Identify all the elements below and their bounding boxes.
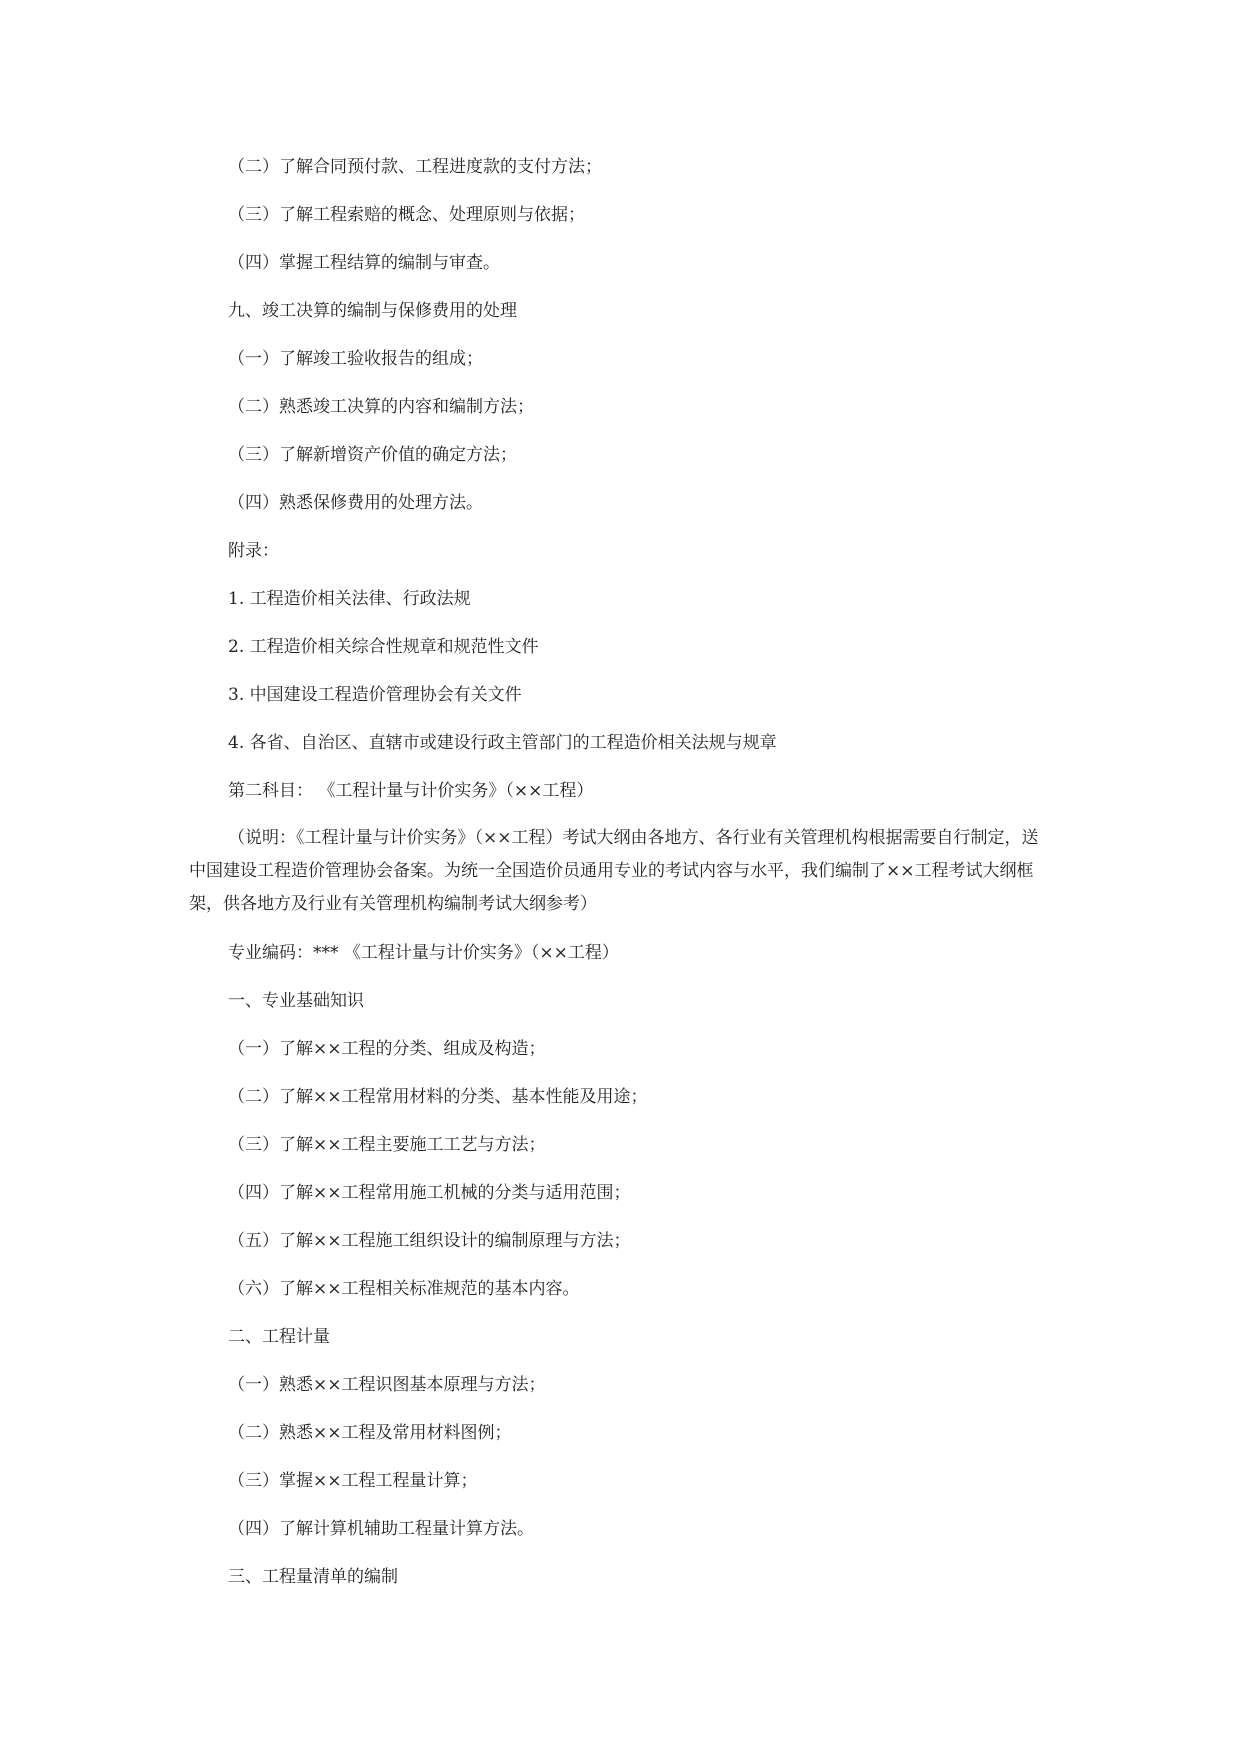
text-line: （四）掌握工程结算的编制与审查。 — [228, 253, 500, 273]
text-line: （三）了解新增资产价值的确定方法； — [228, 445, 517, 465]
appendix-item: 2. 工程造价相关综合性规章和规范性文件 — [228, 637, 539, 657]
text-line: （三）了解××工程主要施工工艺与方法； — [228, 1135, 546, 1155]
text-line: （一）熟悉××工程识图基本原理与方法； — [228, 1375, 546, 1395]
text-line: （三）掌握××工程工程量计算； — [228, 1471, 478, 1491]
text-line: （二）了解合同预付款、工程进度款的支付方法； — [228, 157, 602, 177]
subject-heading: 第二科目： 《工程计量与计价实务》（××工程） — [228, 781, 594, 801]
text-line: （一）了解竣工验收报告的组成； — [228, 349, 483, 369]
text-line: 专业编码：*** 《工程计量与计价实务》（××工程） — [228, 943, 619, 963]
appendix-item: 3. 中国建设工程造价管理协会有关文件 — [228, 685, 522, 705]
note-paragraph: （说明：《工程计量与计价实务》（××工程）考试大纲由各地方、各行业有关管理机构根据需要自行制定，送中国建设工程造价管理协会备案。为统一全国造价员通用专业的考试内容与水平，我们编制了××工程考试大纲框架，供各地方及行业有关管理机构编制考试大纲参考） — [189, 828, 1039, 914]
appendix-item: 1. 工程造价相关法律、行政法规 — [228, 589, 471, 609]
appendix-item: 4. 各省、自治区、直辖市或建设行政主管部门的工程造价相关法规与规章 — [228, 733, 777, 753]
text-line: （二）熟悉××工程及常用材料图例； — [228, 1423, 512, 1443]
text-line: （五）了解××工程施工组织设计的编制原理与方法； — [228, 1231, 631, 1251]
text-line: （四）了解计算机辅助工程量计算方法。 — [228, 1519, 534, 1539]
text-line: （二）了解××工程常用材料的分类、基本性能及用途； — [228, 1087, 648, 1107]
text-line: （四）了解××工程常用施工机械的分类与适用范围； — [228, 1183, 631, 1203]
section-heading: 二、工程计量 — [228, 1327, 330, 1347]
text-line: （六）了解××工程相关标准规范的基本内容。 — [228, 1279, 580, 1299]
text-line: （二）熟悉竣工决算的内容和编制方法； — [228, 397, 534, 417]
section-heading: 一、专业基础知识 — [228, 991, 364, 1011]
text-line: （三）了解工程索赔的概念、处理原则与依据； — [228, 205, 585, 225]
section-heading: 三、工程量清单的编制 — [228, 1567, 398, 1587]
appendix-heading: 附录： — [228, 541, 279, 561]
text-line: （四）熟悉保修费用的处理方法。 — [228, 493, 483, 513]
text-line: （一）了解××工程的分类、组成及构造； — [228, 1039, 546, 1059]
section-heading: 九、竣工决算的编制与保修费用的处理 — [228, 301, 517, 321]
